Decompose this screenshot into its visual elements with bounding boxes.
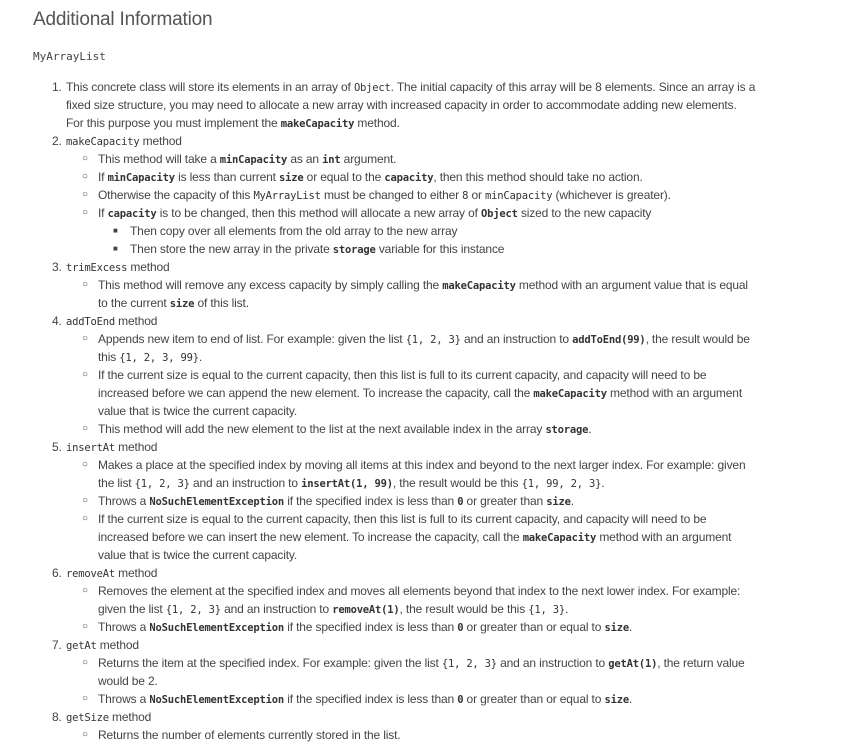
text-run: method with an argument xyxy=(606,386,743,400)
text-run: If xyxy=(98,170,108,184)
code-token: capacity xyxy=(384,172,434,184)
sub-item xyxy=(0,348,857,366)
text-run: Appends new item to end of list. For example: given the list xyxy=(98,332,406,346)
text-run: or greater than or equal to xyxy=(463,620,605,634)
text-run: method xyxy=(96,638,139,652)
code-token: 8 xyxy=(462,190,469,202)
text-run: sized to the new capacity xyxy=(517,206,652,220)
bullet-icon: ○ xyxy=(82,495,88,506)
sub-item xyxy=(0,618,857,636)
code-token: makeCapacity xyxy=(442,280,516,292)
text-run: This method will add the new element to the list at the next available index in the array xyxy=(98,422,546,436)
bullet-icon: ○ xyxy=(82,657,88,668)
text-run: Throws a xyxy=(98,620,150,634)
text-run: For this purpose you must implement the xyxy=(66,116,281,130)
bullet-icon: ○ xyxy=(82,369,88,380)
sub-item xyxy=(0,582,857,600)
text-run: method xyxy=(127,260,170,274)
text-run: If the current size is equal to the current capacity, then this list is full to its current capacity, and capacity will need to be xyxy=(98,368,707,382)
sub-item xyxy=(0,420,857,438)
code-token: minCapacity xyxy=(219,154,288,166)
sub-item xyxy=(0,186,857,204)
sub-item xyxy=(0,600,857,618)
text-run: method xyxy=(139,134,182,148)
sub-item xyxy=(0,204,857,222)
text-run: method. xyxy=(354,116,400,130)
code-token: minCapacity xyxy=(485,190,553,202)
text-run: and an instruction to xyxy=(220,602,333,616)
code-token: insertAt(1, 99) xyxy=(301,478,393,490)
sub-sub-item xyxy=(0,222,857,240)
code-token: makeCapacity xyxy=(66,136,140,148)
text-run: the list xyxy=(98,476,135,490)
code-token: capacity xyxy=(107,208,157,220)
code-token: {1, 99, 2, 3} xyxy=(521,478,602,490)
text-run: to the current xyxy=(98,296,170,310)
code-token: size xyxy=(546,496,571,508)
sub-item xyxy=(0,690,857,708)
text-run: . xyxy=(628,692,633,706)
text-run: argument. xyxy=(340,152,397,166)
list-item xyxy=(0,114,857,132)
text-run: or greater than or equal to xyxy=(463,692,605,706)
sub-item xyxy=(0,366,857,384)
text-run: If xyxy=(98,206,108,220)
text-run: This concrete class will store its elements in an array of xyxy=(66,80,354,94)
text-run: method xyxy=(114,314,158,328)
sub-item xyxy=(0,150,857,168)
bullet-icon: ○ xyxy=(82,459,88,470)
code-token: getAt(1) xyxy=(608,658,658,670)
code-token: removeAt(1) xyxy=(332,604,400,616)
code-token: trimExcess xyxy=(66,262,128,274)
code-token: Object xyxy=(353,82,391,94)
list-number: 4. xyxy=(52,314,62,328)
text-run: . xyxy=(570,494,574,508)
text-run: This method will take a xyxy=(98,152,220,166)
text-run: if the specified index is less than xyxy=(284,494,458,508)
text-run: would be 2. xyxy=(98,674,158,688)
list-item xyxy=(0,132,857,150)
class-name: MyArrayList xyxy=(33,50,106,63)
list-item xyxy=(0,258,857,276)
text-run: , the result would be xyxy=(645,332,750,346)
text-run: fixed size structure, you may need to allocate a new array with increased capacity in order to accommodate adding new elements. xyxy=(66,98,737,112)
text-run: method xyxy=(114,566,158,580)
bullet-icon: ○ xyxy=(82,693,88,704)
sub-item xyxy=(0,474,857,492)
code-token: getSize xyxy=(66,712,109,724)
sub-item xyxy=(0,168,857,186)
text-run: must be changed to either xyxy=(320,188,463,202)
code-token: removeAt xyxy=(66,568,115,580)
page-title: Additional Information xyxy=(33,9,213,30)
text-run: of this list. xyxy=(194,296,249,310)
list-item xyxy=(0,636,857,654)
bullet-icon: ○ xyxy=(82,153,88,164)
text-run: . xyxy=(588,422,592,436)
text-run: is less than current xyxy=(174,170,279,184)
list-number: 1. xyxy=(52,80,62,94)
text-run: method with an argument value that is equal xyxy=(515,278,748,292)
text-run: if the specified index is less than xyxy=(284,692,458,706)
text-run: and an instruction to xyxy=(496,656,609,670)
sub-item xyxy=(0,546,857,564)
sub-item xyxy=(0,330,857,348)
text-run: method with an argument xyxy=(596,530,732,544)
sub-item xyxy=(0,528,857,546)
list-item xyxy=(0,564,857,582)
code-token: makeCapacity xyxy=(522,532,597,544)
text-run: value that is twice the current capacity. xyxy=(98,548,298,562)
code-token: 0 xyxy=(457,622,464,634)
code-token: addToEnd xyxy=(66,316,115,328)
code-token: int xyxy=(322,154,341,166)
text-run: (whichever is greater). xyxy=(552,188,671,202)
sub-item xyxy=(0,492,857,510)
code-token: makeCapacity xyxy=(280,118,355,130)
code-token: insertAt xyxy=(66,442,115,454)
sub-item xyxy=(0,672,857,690)
list-number: 8. xyxy=(52,710,62,724)
code-token: size xyxy=(279,172,304,184)
text-run: value that is twice the current capacity. xyxy=(98,404,298,418)
code-token: storage xyxy=(545,424,589,436)
text-run: Then store the new array in the private xyxy=(130,242,333,256)
code-token: size xyxy=(604,622,629,634)
list-item xyxy=(0,78,857,96)
text-run: if the specified index is less than xyxy=(284,620,458,634)
list-number: 5. xyxy=(52,440,62,454)
sub-item xyxy=(0,402,857,420)
requirements-list xyxy=(0,78,857,744)
sub-item xyxy=(0,456,857,474)
code-token: NoSuchElementException xyxy=(149,622,285,634)
code-token: NoSuchElementException xyxy=(149,694,285,706)
text-run: Returns the number of elements currently stored in the list. xyxy=(98,728,401,742)
bullet-icon: ○ xyxy=(82,423,88,434)
bullet-icon: ○ xyxy=(82,513,88,524)
code-token: {1, 2, 3, 99} xyxy=(119,352,199,364)
text-run: increased before we can insert the new element. To increase the capacity, call the xyxy=(98,530,523,544)
bullet-icon: ■ xyxy=(113,244,118,253)
text-run: , the return value xyxy=(657,656,745,670)
list-item xyxy=(0,312,857,330)
text-run: This method will remove any excess capacity by simply calling the xyxy=(98,278,443,292)
code-token: {1, 2, 3} xyxy=(165,604,221,616)
text-run: . xyxy=(601,476,605,490)
code-token: storage xyxy=(332,244,376,256)
text-run: or equal to the xyxy=(303,170,385,184)
text-run: Otherwise the capacity of this xyxy=(98,188,254,202)
sub-item xyxy=(0,294,857,312)
text-run: . The initial capacity of this array will be 8 elements. Since an array is a xyxy=(390,80,756,94)
list-item xyxy=(0,96,857,114)
sub-item xyxy=(0,654,857,672)
text-run: . xyxy=(564,602,569,616)
bullet-icon: ○ xyxy=(82,333,88,344)
text-run: . xyxy=(628,620,633,634)
code-token: addToEnd(99) xyxy=(572,334,646,346)
code-token: 0 xyxy=(457,694,464,706)
code-token: {1, 2, 3} xyxy=(441,658,497,670)
sub-sub-item xyxy=(0,240,857,258)
sub-item xyxy=(0,726,857,744)
text-run: or greater than xyxy=(463,494,547,508)
list-number: 7. xyxy=(52,638,62,652)
sub-item xyxy=(0,384,857,402)
text-run: as an xyxy=(287,152,323,166)
code-token: size xyxy=(169,298,195,310)
text-run: method xyxy=(114,440,158,454)
code-token: {1, 3} xyxy=(528,604,565,616)
list-item xyxy=(0,438,857,456)
text-run: given the list xyxy=(98,602,166,616)
text-run: increased before we can append the new element. To increase the capacity, call the xyxy=(98,386,534,400)
code-token: MyArrayList xyxy=(253,190,321,202)
text-run: Removes the element at the specified index and moves all elements beyond that index to the next lower index. For example: xyxy=(98,584,741,598)
text-run: variable for this instance xyxy=(375,242,505,256)
text-run: Throws a xyxy=(98,692,150,706)
bullet-icon: ○ xyxy=(82,189,88,200)
code-token: getAt xyxy=(66,640,97,652)
text-run: this xyxy=(98,350,120,364)
bullet-icon: ○ xyxy=(82,279,88,290)
text-run: , the result would be this xyxy=(392,476,522,490)
code-token: {1, 2, 3} xyxy=(134,478,190,490)
code-token: size xyxy=(604,694,629,706)
sub-item xyxy=(0,276,857,294)
text-run: Throws a xyxy=(98,494,150,508)
bullet-icon: ○ xyxy=(82,207,88,218)
text-run: and an instruction to xyxy=(189,476,302,490)
code-token: minCapacity xyxy=(107,172,175,184)
sub-item xyxy=(0,510,857,528)
text-run: Returns the item at the specified index. For example: given the list xyxy=(98,656,442,670)
text-run: . xyxy=(198,350,203,364)
text-run: and an instruction to xyxy=(460,332,573,346)
bullet-icon: ○ xyxy=(82,585,88,596)
code-token: makeCapacity xyxy=(533,388,607,400)
code-token: 0 xyxy=(457,496,464,508)
code-token: NoSuchElementException xyxy=(149,496,285,508)
text-run: Then copy over all elements from the old array to the new array xyxy=(130,224,458,238)
text-run: is to be changed, then this method will allocate a new array of xyxy=(156,206,481,220)
code-token: {1, 2, 3} xyxy=(405,334,461,346)
text-run: method xyxy=(108,710,152,724)
code-token: Object xyxy=(481,208,518,220)
text-run: or xyxy=(468,188,486,202)
bullet-icon: ■ xyxy=(113,226,118,235)
list-item xyxy=(0,708,857,726)
bullet-icon: ○ xyxy=(82,729,88,740)
text-run: Makes a place at the specified index by moving all items at this index and beyond to the next larger index. For example: given xyxy=(98,458,746,472)
text-run: If the current size is equal to the current capacity, then this list is full to its current capacity, and capacity will need to be xyxy=(98,512,707,526)
list-number: 2. xyxy=(52,134,62,148)
text-run: , then this method should take no action. xyxy=(433,170,643,184)
bullet-icon: ○ xyxy=(82,171,88,182)
text-run: , the result would be this xyxy=(399,602,529,616)
bullet-icon: ○ xyxy=(82,621,88,632)
list-number: 3. xyxy=(52,260,62,274)
list-number: 6. xyxy=(52,566,62,580)
